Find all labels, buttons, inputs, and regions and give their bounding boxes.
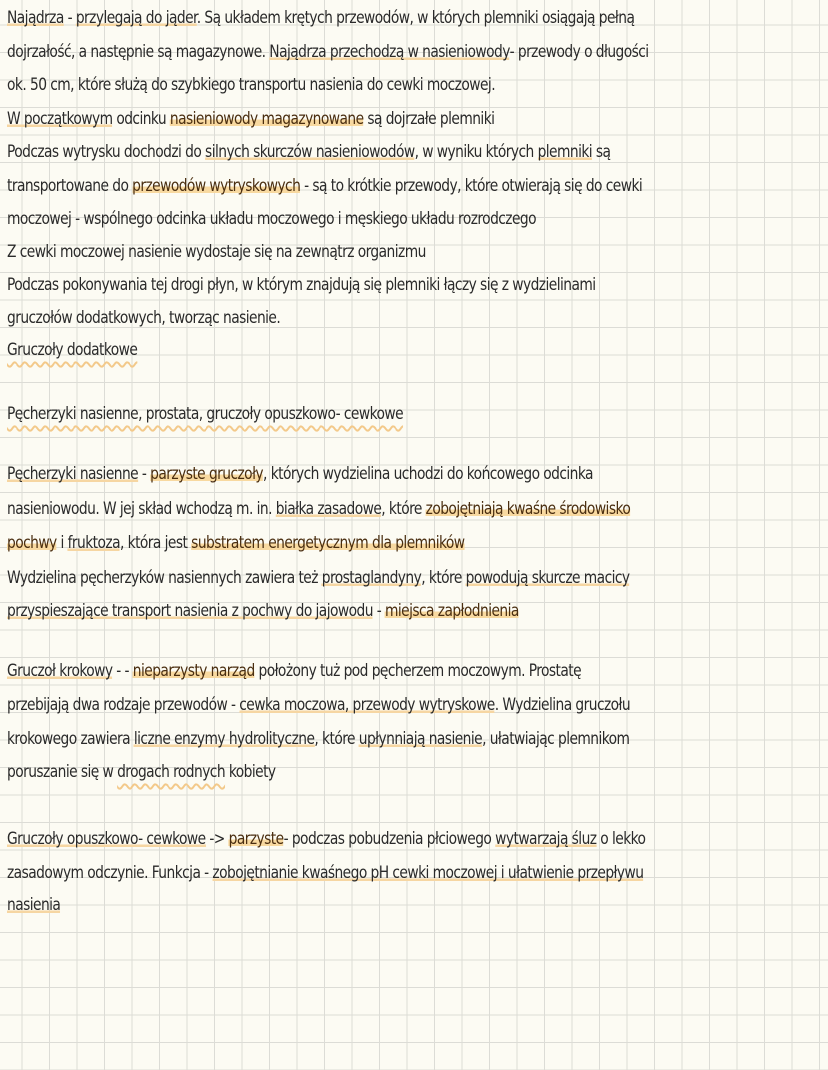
- text-segment: dojrzałość, a następnie są magazynowe.: [7, 42, 270, 61]
- note-line: [7, 107, 494, 131]
- emphasized-text: fruktoza: [67, 533, 120, 552]
- emphasized-text: substratem energetycznym dla plemników: [191, 533, 465, 552]
- text-segment: - przewody o długości: [509, 42, 649, 61]
- text-segment: i: [56, 533, 68, 552]
- note-line: [7, 306, 280, 330]
- text-segment: Z cewki moczowej nasienie wydostaje się na zewnątrz organizmu: [7, 242, 426, 261]
- text-segment: . Są układem krętych przewodów, w których plemniki osiągają pełną: [196, 8, 635, 27]
- note-line: [7, 566, 630, 590]
- emphasized-text: nasienia: [7, 895, 61, 914]
- note-line: [7, 462, 593, 486]
- text-segment: kobiety: [225, 762, 276, 781]
- emphasized-text: nasieniowody magazynowane: [169, 109, 364, 128]
- note-line: [7, 338, 137, 362]
- note-line: [7, 693, 630, 717]
- note-line: [7, 174, 642, 198]
- text-segment: - są to krótkie przewody, które otwierają się do cewki: [300, 176, 643, 195]
- text-segment: -: [372, 601, 385, 620]
- emphasized-text: wytwarzają śluz: [495, 829, 597, 848]
- note-line: [7, 827, 645, 851]
- text-segment: są dojrzałe plemniki: [363, 109, 495, 128]
- note-line: [7, 893, 60, 917]
- emphasized-text: nieparzysty narząd: [132, 661, 255, 680]
- emphasized-text: zobojętniają kwaśne środowisko: [425, 499, 631, 518]
- text-segment: , w wyniku których: [414, 142, 538, 161]
- emphasized-text: parzyste: [228, 829, 284, 848]
- text-segment: zasadowym odczynie. Funkcja -: [7, 863, 213, 882]
- emphasized-text: Gruczoły dodatkowe: [7, 340, 138, 359]
- text-segment: moczowej - wspólnego odcinka układu moczowego i męskiego układu rozrodczego: [7, 209, 537, 228]
- emphasized-text: Pęcherzyki nasienne: [7, 464, 139, 483]
- text-segment: ->: [205, 829, 229, 848]
- text-segment: są: [592, 142, 611, 161]
- text-segment: poruszanie się w: [7, 762, 118, 781]
- note-line: [7, 727, 629, 751]
- emphasized-text: silnych skurczów nasieniowodów: [205, 142, 415, 161]
- emphasized-text: przyspieszające transport nasienia z pochwy do jajowodu: [7, 601, 373, 620]
- text-segment: -: [138, 464, 151, 483]
- note-line: [7, 402, 403, 426]
- note-line: [7, 140, 610, 164]
- text-segment: Wydzielina pęcherzyków nasiennych zawiera też: [7, 568, 322, 587]
- text-segment: , ułatwiając plemnikom: [482, 729, 630, 748]
- note-line: [7, 6, 634, 30]
- emphasized-text: parzyste gruczoły: [150, 464, 264, 483]
- note-line: [7, 273, 596, 297]
- emphasized-text: liczne enzymy hydrolityczne: [133, 729, 315, 748]
- text-segment: , która jest: [119, 533, 192, 552]
- emphasized-text: drogach rodnych: [117, 762, 226, 781]
- emphasized-text: Najądrza przechodzą w nasieniowody: [269, 42, 510, 61]
- text-segment: , które: [421, 568, 466, 587]
- text-segment: o lekko: [596, 829, 646, 848]
- note-line: [7, 40, 649, 64]
- note-line: [7, 599, 519, 623]
- emphasized-text: Gruczoły opuszkowo- cewkowe: [7, 829, 206, 848]
- text-segment: krokowego zawiera: [7, 729, 134, 748]
- text-segment: odcinku: [112, 109, 170, 128]
- emphasized-text: W początkowym: [7, 109, 113, 128]
- emphasized-text: cewka moczowa, przewody wytryskowe: [239, 695, 495, 714]
- emphasized-text: białka zasadowe: [275, 499, 382, 518]
- emphasized-text: przewodów wytryskowych: [132, 176, 301, 195]
- emphasized-text: zobojętnianie kwaśnego pH cewki moczowej i ułatwienie przepływu: [212, 863, 644, 882]
- text-segment: . Wydzielina gruczołu: [494, 695, 631, 714]
- note-line: [7, 659, 581, 683]
- emphasized-text: pochwy: [7, 533, 57, 552]
- text-segment: - -: [112, 661, 133, 680]
- note-line: [7, 497, 630, 521]
- text-segment: transportowane do: [7, 176, 133, 195]
- emphasized-text: Gruczoł krokowy: [7, 661, 113, 680]
- text-segment: - podczas pobudzenia płciowego: [283, 829, 496, 848]
- emphasized-text: powodują skurcze macicy: [465, 568, 630, 587]
- note-line: [7, 760, 276, 784]
- text-segment: , które: [381, 499, 426, 518]
- text-segment: , których wydzielina uchodzi do końcowego odcinka: [263, 464, 593, 483]
- text-segment: gruczołów dodatkowych, tworząc nasienie.: [7, 308, 281, 327]
- emphasized-text: przylegają do jąder: [75, 8, 197, 27]
- text-segment: położony tuż pod pęcherzem moczowym. Prostatę: [254, 661, 582, 680]
- note-line: [7, 207, 536, 231]
- note-line: [7, 240, 426, 264]
- text-segment: ok. 50 cm, które służą do szybkiego transportu nasienia do cewki moczowej.: [7, 75, 496, 94]
- emphasized-text: Najądrza: [7, 8, 64, 27]
- note-line: [7, 73, 495, 97]
- text-segment: Podczas pokonywania tej drogi płyn, w którym znajdują się plemniki łączy się z wydzielinami: [7, 275, 596, 294]
- emphasized-text: prostaglandyny: [321, 568, 422, 587]
- note-line: [7, 531, 465, 555]
- text-segment: -: [63, 8, 76, 27]
- text-segment: przebijają dwa rodzaje przewodów -: [7, 695, 240, 714]
- note-line: [7, 861, 643, 885]
- emphasized-text: Pęcherzyki nasienne, prostata, gruczoły opuszkowo- cewkowe: [7, 404, 404, 423]
- emphasized-text: plemniki: [537, 142, 593, 161]
- emphasized-text: upłynniają nasienie: [358, 729, 483, 748]
- text-segment: , które: [314, 729, 359, 748]
- text-segment: nasieniowodu. W jej skład wchodzą m. in.: [7, 499, 276, 518]
- emphasized-text: miejsca zapłodnienia: [384, 601, 519, 620]
- text-segment: Podczas wytrysku dochodzi do: [7, 142, 206, 161]
